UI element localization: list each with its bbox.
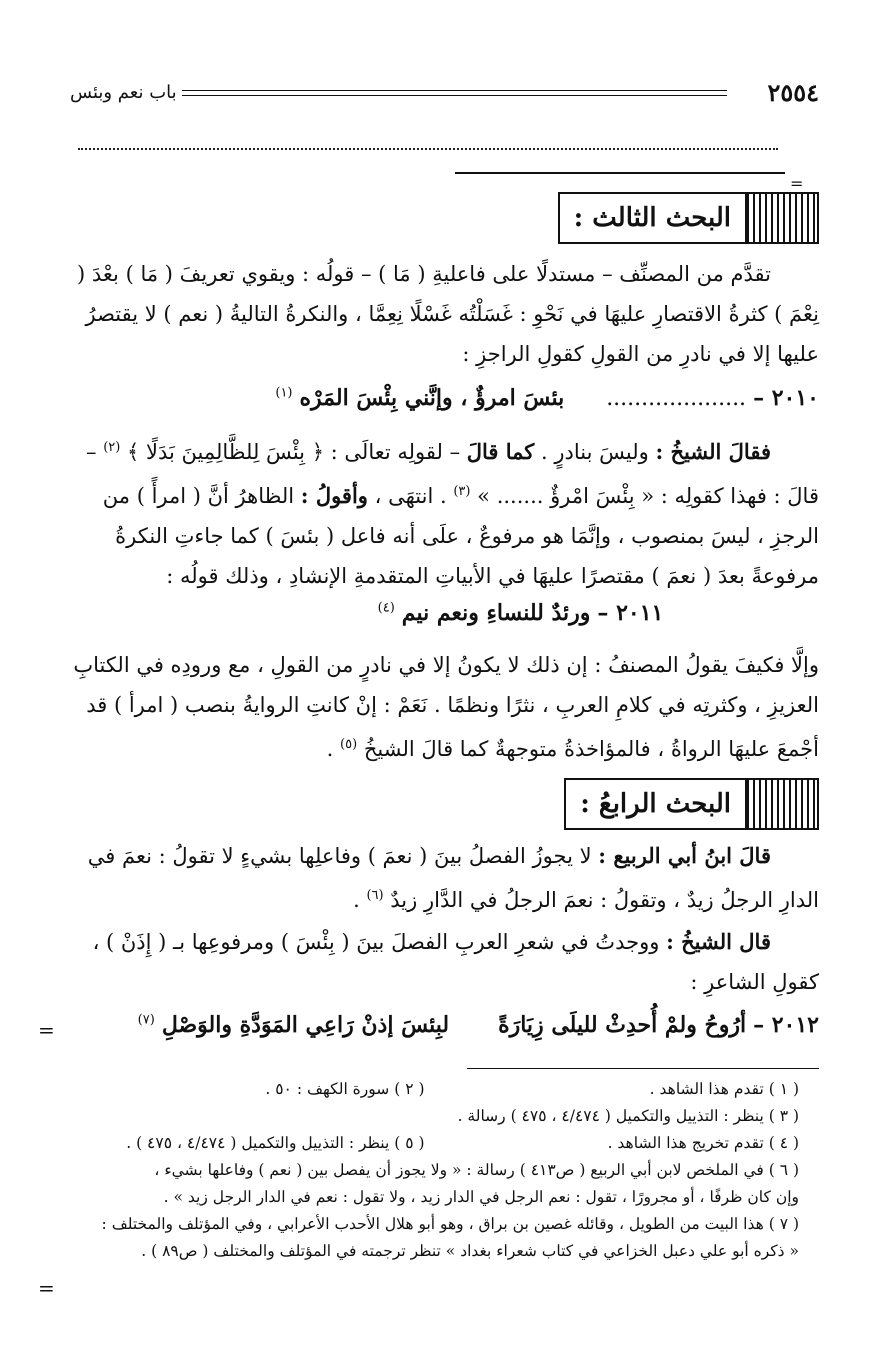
footnote-ref: (٢) [103, 440, 121, 455]
heading-ornament [745, 780, 817, 828]
paragraph [62, 645, 819, 769]
heading-ornament [745, 194, 817, 242]
running-header [70, 78, 819, 108]
text-span: وإلَّا فكيفَ يقولُ المصنفُ : إن ذلك لا يكونُ إلا في نادرٍ من القولِ ، مع ورودِه في الكتابِ العزيزِ ، وكثرتِه في كلامِ العربِ ، نثرًا ونظمًا . نَعَمْ : إنْ كانتِ الروايةُ بنصب ( امرأ ) قد أجْمعَ عليهَا الرواةُ ، فالمؤاخذةُ متوجهةٌ كما قالَ الشيخُ [73, 653, 819, 761]
verse-number: ٢٠١١ – [597, 600, 664, 626]
text-span: – قالَ : فهذا كقولِه : « بِئْسَ امْرؤٌ ....... » [86, 440, 819, 508]
verse-hemistich-2: لبِئسَ إذنْ رَاعِي المَوَدَّةِ والوَصْلِ [161, 1012, 450, 1038]
section-title: البحث الثالث : [573, 203, 731, 233]
paragraph-text: تقدَّم من المصنِّف – مستدلًا على فاعليةِ ( مَا ) – قولُه : ويقوي تعريفَ ( مَا ) بعْدَ ( نِعْمَ ) كثرةُ الاقتصارِ عليهَا في نَحْوِ : غَسَلْتُه غَسْلًا نِعِمَّا ، والنكرةُ التاليةُ ( نعم ) لا يقتصرُ عليها إلا في نادرِ من القولِ كقولِ الراجزِ : [77, 262, 819, 366]
footnote-6-line-1: ( ٦ ) في الملخص لابن أبي الربيع ( ص٤١٣ ) رسالة : « ولا يجوز أن يفصل بين ( نعم ) وفاعلها بشيء ، [154, 1161, 799, 1179]
footnote-rule [467, 1068, 819, 1069]
footnote-2: ( ٢ ) سورة الكهف : ٥٠ . [265, 1080, 425, 1098]
text-span: ووجدتُ في شعرِ العربِ الفصلَ بينَ ( بِئْسَ ) ومرفوعِها بـ ( إِذَنْ ) ، كقولِ الشاعرِ : [92, 930, 819, 994]
section-title: البحث الرابعُ : [580, 789, 731, 819]
footnote-7-line-1: ( ٧ ) هذا البيت من الطويل ، وقائله غصين بن براق ، وهو أبو هلال الأحدب الأعرابي ، وفي المؤتلف والمختلف : [101, 1215, 799, 1233]
emphasis-label: كما قالَ [466, 439, 535, 464]
continuation-rule [455, 172, 785, 174]
footnote-5: ( ٥ ) ينظر : التذييل والتكميل ( ٤/٤٧٤ ، ٤٧٥ ) . [126, 1134, 425, 1152]
footnote-ref: (٣) [453, 484, 471, 499]
footnote-3: ( ٣ ) ينظر : التذييل والتكميل ( ٤/٤٧٤ ، ٤٧٥ ) رسالة . [457, 1107, 799, 1125]
page-number: ٢٥٥٤ [767, 78, 819, 107]
footnote-6-line-2: وإن كان ظرفًا ، أو مجرورًا ، تقول : نعم الرجل في الدار زيد ، ولا تقول : نعم في الدار الرجل زيد » . [163, 1188, 799, 1206]
verse-line [62, 385, 819, 411]
section-heading-4 [564, 778, 819, 830]
margin-mark: = [38, 1276, 55, 1300]
footnote-ref: (٤) [377, 600, 395, 616]
verse-text: بئسَ امرؤٌ ، وإنَّني بِئْسَ المَرْه [299, 385, 565, 411]
footnote-4: ( ٤ ) تقدم تخريج هذا الشاهد . [607, 1134, 799, 1152]
footnote-ref: (٧) [137, 1012, 155, 1028]
dotted-separator [78, 148, 778, 162]
speaker-label: فقالَ الشيخُ : [655, 439, 771, 464]
footnote-ref: (٥) [340, 737, 358, 752]
text-span: – لقولِه تعالَى : ﴿ بِئْسَ لِلظَّالِمِينَ بَدَلًا ﴾ [127, 440, 461, 464]
paragraph-text [62, 836, 819, 920]
paragraph [62, 428, 819, 596]
speaker-label: قال الشيخُ : [666, 929, 771, 954]
text-span: وليسَ بنادرٍ . [541, 440, 649, 464]
margin-mark: = [790, 174, 804, 193]
paragraph-text [62, 428, 819, 596]
chapter-title: باب نعم وبئس [70, 82, 177, 103]
verse-number: ٢٠١٢ – [753, 1012, 819, 1038]
paragraph-text [62, 922, 819, 1002]
text-span: لا يجوزُ الفصلُ بينَ ( نعمَ ) وفاعلِها بشيءٍ لا تقولُ : نعمَ في الدارِ الرجلُ زيدٌ ، وتقولُ : نعمَ الرجلُ في الدَّارِ زيدٌ [87, 844, 819, 912]
verse-dots: .................... [606, 386, 747, 411]
footnotes [50, 1076, 799, 1265]
paragraph [62, 922, 819, 1002]
header-rule [182, 90, 727, 96]
speaker-label: قالَ ابنُ أبي الربيع : [598, 843, 771, 868]
text-span: . انتهَى ، [374, 484, 447, 508]
verse-number: ٢٠١٠ – [753, 385, 819, 411]
paragraph-text [62, 645, 819, 769]
footnote-ref: (١) [275, 385, 293, 401]
footnote-1: ( ١ ) تقدم هذا الشاهد . [649, 1080, 799, 1098]
verse-line [62, 1012, 819, 1038]
footnote-7-line-2: « ذكره أبو علي دعبل الخزاعي في كتاب شعراء بغداد » تنظر ترجمته في المؤتلف والمختلف ( ص٨٩ ) . [141, 1242, 799, 1260]
text-span: الظاهرُ أنَّ ( امرأً ) من الرجزِ ، ليسَ بمنصوب ، وإنَّمَا هو مرفوعٌ ، علَى أنه فاعل ( بئسَ ) كما جاءتِ النكرةُ مرفوعةً بعدَ ( نعمَ ) مقتصرًا عليهَا في الأبياتِ المتقدمةِ الإنشادِ ، وذلك قولُه : [102, 484, 819, 588]
verse-hemistich-1: أرُوحُ ولمْ أُحدِثْ لليلَى زِيَارَةً [498, 1012, 747, 1038]
paragraph [62, 836, 819, 920]
text-span: . [353, 888, 360, 912]
speaker-label: وأقولُ : [300, 483, 368, 508]
paragraph [62, 254, 819, 374]
margin-mark: = [38, 1018, 55, 1042]
section-heading-3 [558, 192, 819, 244]
text-span: . [326, 737, 334, 761]
footnote-row [50, 1076, 799, 1103]
verse-line [62, 600, 819, 626]
footnote-row [50, 1130, 799, 1157]
footnote-ref: (٦) [366, 888, 384, 903]
verse-text: ورئدٌ للنساءِ ونعم نيم [401, 600, 591, 626]
